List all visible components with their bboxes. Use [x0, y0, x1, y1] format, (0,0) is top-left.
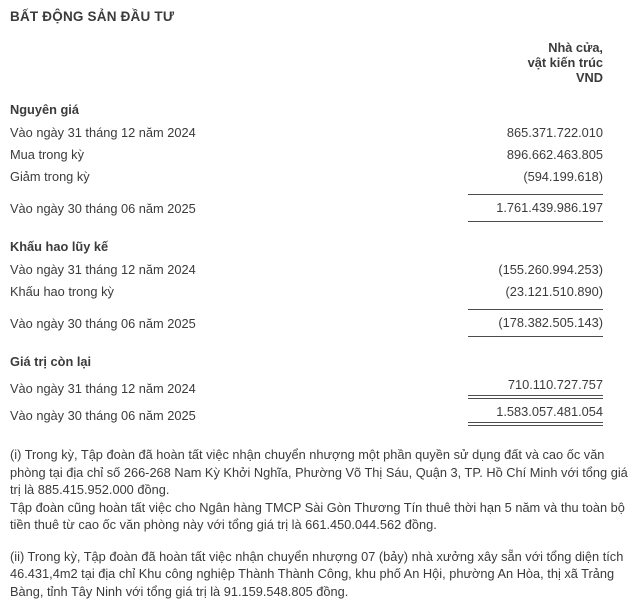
row-label: Vào ngày 31 tháng 12 năm 2024 [10, 381, 196, 396]
table-row [10, 404, 603, 426]
table-row [10, 169, 603, 184]
table-row [10, 284, 603, 299]
row-label: Giảm trong kỳ [10, 169, 90, 184]
column-header-line-1: Nhà cửa, [10, 40, 603, 55]
row-label: Khấu hao trong kỳ [10, 284, 114, 299]
row-label: Vào ngày 31 tháng 12 năm 2024 [10, 262, 196, 277]
row-label: Vào ngày 31 tháng 12 năm 2024 [10, 125, 196, 140]
row-value: 896.662.463.805 [468, 147, 603, 162]
row-label: Vào ngày 30 tháng 06 năm 2025 [10, 201, 196, 216]
section-cost [10, 102, 603, 222]
row-value: (594.199.618) [468, 169, 603, 184]
row-label: Mua trong kỳ [10, 147, 84, 162]
column-header [10, 40, 603, 85]
table-row [10, 262, 603, 277]
section-accumulated-depreciation [10, 239, 603, 337]
section-title-cost: Nguyên giá [10, 102, 603, 117]
table-row-total [10, 194, 603, 222]
row-value: (155.260.994.253) [468, 262, 603, 277]
table-row [10, 147, 603, 162]
investment-property-table [10, 40, 603, 426]
row-value: (23.121.510.890) [468, 284, 603, 299]
section-title-depreciation: Khấu hao lũy kế [10, 239, 603, 254]
footnote-i-paragraph-2: Tập đoàn cũng hoàn tất việc cho Ngân hàng TMCP Sài Gòn Thương Tín thuê thời hạn 5 năm và thu toàn bộ tiền thuê từ cao ốc văn phòng này với tổng giá trị là 661.450.044.562 đồng. [10, 499, 632, 534]
footnote-ii: (ii) Trong kỳ, Tập đoàn đã hoàn tất việc nhận chuyển nhượng 07 (bảy) nhà xưởng xây sẵn với tổng diện tích 46.431,4m2 tại địa chỉ Khu công nghiệp Thành Thành Công, khu phố An Hội, phường An Hòa, thị xã Trảng Bàng, tỉnh Tây Ninh với tổng giá trị là 91.159.548.805 đồng. [10, 548, 632, 600]
page-title: BẤT ĐỘNG SẢN ĐẦU TƯ [10, 9, 640, 24]
row-value: 865.371.722.010 [468, 125, 603, 140]
row-label: Vào ngày 30 tháng 06 năm 2025 [10, 316, 196, 331]
row-value-total: 1.761.439.986.197 [468, 194, 603, 222]
section-net-book-value [10, 354, 603, 426]
table-row-total [10, 309, 603, 337]
row-value-net: 710.110.727.757 [468, 377, 603, 399]
column-header-line-2: vật kiến trúc [10, 55, 603, 70]
footnote-i-paragraph-1: (i) Trong kỳ, Tập đoàn đã hoàn tất việc nhận chuyển nhượng một phần quyền sử dụng đất và cao ốc văn phòng tại địa chỉ số 266-268 Nam Kỳ Khởi Nghĩa, Phường Võ Thị Sáu, Quận 3, TP. Hồ Chí Minh với tổng giá trị là 885.415.952.000 đồng. [10, 446, 632, 499]
row-value-total: (178.382.505.143) [468, 309, 603, 337]
table-row [10, 377, 603, 399]
section-title-net-book-value: Giá trị còn lại [10, 354, 603, 369]
column-header-currency: VND [10, 70, 603, 85]
row-value-net: 1.583.057.481.054 [468, 404, 603, 426]
footnotes [10, 446, 632, 600]
row-label: Vào ngày 30 tháng 06 năm 2025 [10, 408, 196, 423]
table-row [10, 125, 603, 140]
